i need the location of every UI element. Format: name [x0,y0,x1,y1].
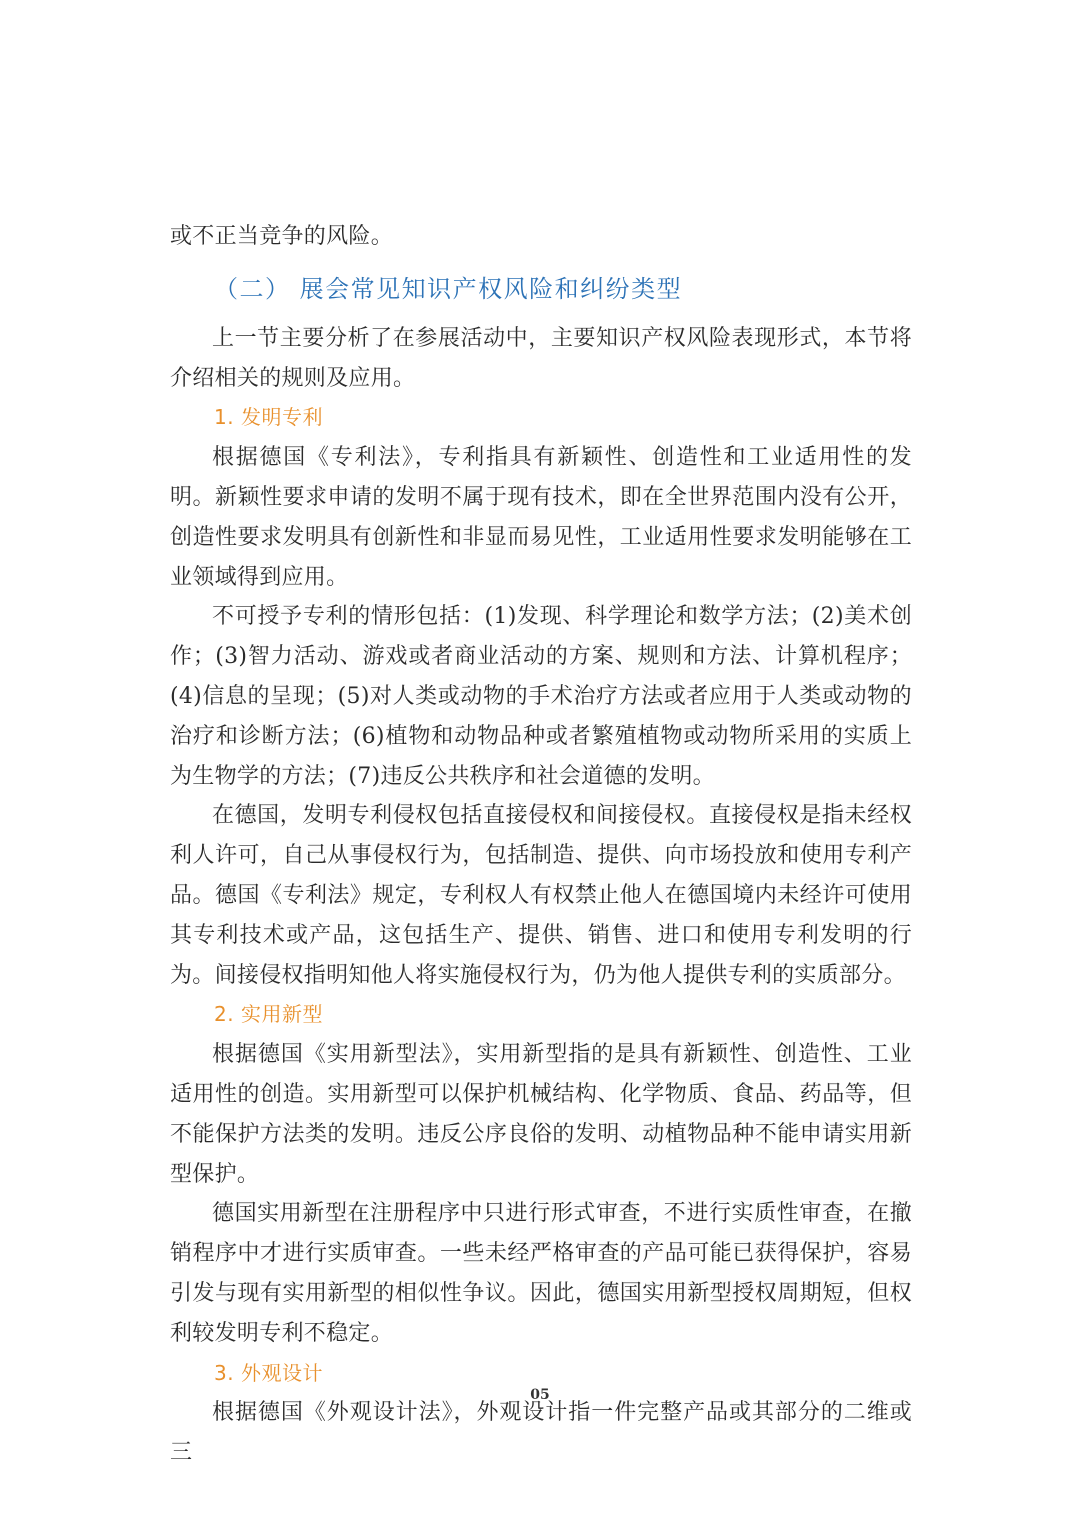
paragraph-patent-infringement: 在德国，发明专利侵权包括直接侵权和间接侵权。直接侵权是指未经权利人许可，自己从事侵权行为，包括制造、提供、向市场投放和使用专利产品。德国《专利法》规定，专利权人有权禁止他人在德国境内未经许可使用其专利技术或产品，这包括生产、提供、销售、进口和使用专利发明的行为。间接侵权指明知他人将实施侵权行为，仍为他人提供专利的实质部分。 [170,803,912,988]
sub-heading-design: 3. 外观设计 [214,1360,323,1385]
paragraph-patent-definition: 根据德国《专利法》，专利指具有新颖性、创造性和工业适用性的发明。新颖性要求申请的发明不属于现有技术，即在全世界范围内没有公开，创造性要求发明具有创新性和非显而易见性，工业适用性要求发明能够在工业领域得到应用。 [170,445,912,590]
paragraph-non-patentable: 不可授予专利的情形包括：(1)发现、科学理论和数学方法；(2)美术创作；(3)智力活动、游戏或者商业活动的方案、规则和方法、计算机程序；(4)信息的呈现；(5)对人类或动物的手术治疗方法或者应用于人类或动物的治疗和诊断方法；(6)植物和动物品种或者繁殖植物或动物所采用的实质上为生物学的方法；(7)违反公共秩序和社会道德的发明。 [170,604,912,789]
paragraph-continuation: 或不正当竞争的风险。 [170,224,394,249]
paragraph-design-definition: 根据德国《外观设计法》，外观设计指一件完整产品或其部分的二维或三 [170,1400,912,1466]
paragraph-intro: 上一节主要分析了在参展活动中，主要知识产权风险表现形式，本节将介绍相关的规则及应用。 [170,325,912,391]
page-content [170,217,912,1473]
paragraph-utility-model-definition: 根据德国《实用新型法》，实用新型指的是具有新颖性、创造性、工业适用性的创造。实用新型可以保护机械结构、化学物质、食品、药品等，但不能保护方法类的发明。违反公序良俗的发明、动植物品种不能申请实用新型保护。 [170,1042,912,1187]
sub-heading-utility-model: 2. 实用新型 [214,1002,323,1027]
page-number: 05 [530,1387,550,1403]
section-heading: （二） 展会常见知识产权风险和纠纷类型 [214,274,683,303]
paragraph-utility-model-examination: 德国实用新型在注册程序中只进行形式审查，不进行实质性审查，在撤销程序中才进行实质审查。一些未经严格审查的产品可能已获得保护，容易引发与现有实用新型的相似性争议。因此，德国实用新型授权周期短，但权利较发明专利不稳定。 [170,1201,912,1346]
sub-heading-invention-patent: 1. 发明专利 [214,405,323,430]
